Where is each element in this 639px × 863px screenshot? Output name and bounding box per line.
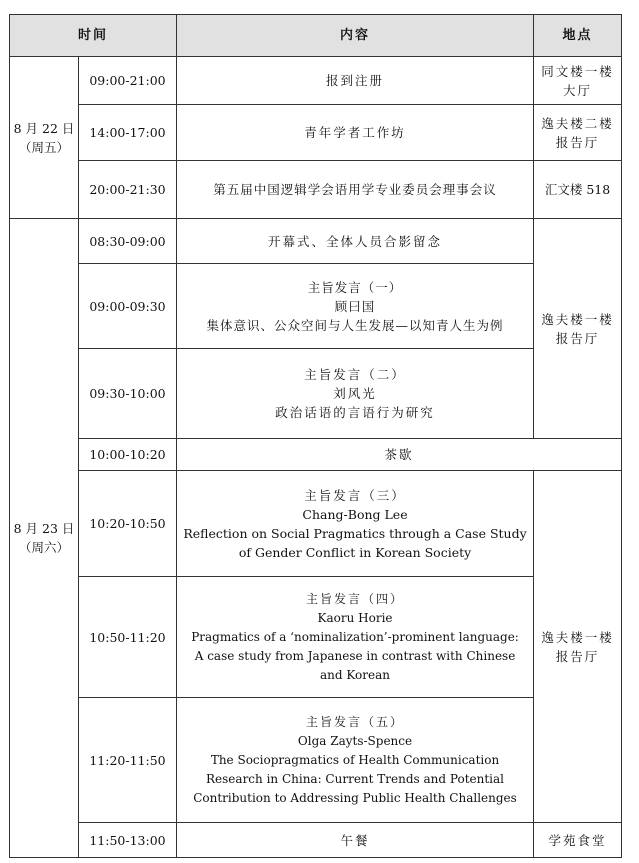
talk-title: A case study from Japanese in contrast with Chinese xyxy=(194,648,516,663)
talk-title: The Sociopragmatics of Health Communication xyxy=(210,752,500,767)
talk-label: 主旨发言（三） xyxy=(304,487,406,503)
place-cell: 汇文楼 518 xyxy=(534,161,622,219)
time-cell: 08:30-09:00 xyxy=(79,219,177,264)
talk-title: Research in China: Current Trends and Potential xyxy=(206,771,505,786)
content-cell: 第五届中国逻辑学会语用学专业委员会理事会议 xyxy=(177,161,534,219)
content-cell xyxy=(177,471,534,577)
talk-label: 主旨发言（五） xyxy=(306,714,405,729)
talk-title: and Korean xyxy=(320,667,390,682)
time-cell: 10:00-10:20 xyxy=(79,439,177,471)
time-cell: 09:30-10:00 xyxy=(79,349,177,439)
place-line: 逸夫楼一楼 xyxy=(541,629,614,645)
day2-date-cell xyxy=(10,219,79,858)
place-cell xyxy=(534,471,622,823)
place-cell xyxy=(534,57,622,105)
header-row xyxy=(10,15,622,57)
talk-title: of Gender Conflict in Korean Society xyxy=(238,544,472,560)
speaker-name: 顾曰国 xyxy=(334,298,376,314)
time-cell: 09:00-09:30 xyxy=(79,264,177,349)
talk-label: 主旨发言（二） xyxy=(304,367,406,382)
talk-title: 集体意识、公众空间与人生发展—以知青人生为例 xyxy=(206,317,504,333)
time-cell: 11:50-13:00 xyxy=(79,823,177,858)
place-line: 报告厅 xyxy=(555,134,600,150)
time-cell: 20:00-21:30 xyxy=(79,161,177,219)
place-line: 报告厅 xyxy=(555,330,600,346)
time-cell: 09:00-21:00 xyxy=(79,57,177,105)
place-cell: 学苑食堂 xyxy=(534,823,622,858)
content-cell: 青年学者工作坊 xyxy=(177,105,534,161)
day2-date: 8 月 23 日 xyxy=(13,521,75,536)
table-row xyxy=(10,57,622,105)
content-cell xyxy=(177,698,534,823)
header-place: 地点 xyxy=(534,15,622,57)
time-cell: 10:50-11:20 xyxy=(79,577,177,698)
table-row xyxy=(10,105,622,161)
time-cell: 11:20-11:50 xyxy=(79,698,177,823)
place-cell xyxy=(534,219,622,439)
schedule-table xyxy=(9,14,622,858)
speaker-name: Chang-Bong Lee xyxy=(302,506,408,522)
talk-title: Reflection on Social Pragmatics through a Case Study xyxy=(183,525,527,541)
content-cell: 报到注册 xyxy=(177,57,534,105)
talk-title: Contribution to Addressing Public Health Challenges xyxy=(193,790,517,805)
table-row xyxy=(10,349,622,439)
table-row xyxy=(10,264,622,349)
talk-label: 主旨发言（四） xyxy=(306,591,405,606)
place-line: 逸夫楼二楼 xyxy=(541,115,614,131)
day1-weekday: （周五） xyxy=(18,139,69,155)
day1-date-cell xyxy=(10,57,79,219)
day1-date: 8 月 22 日 xyxy=(13,120,75,136)
table-row xyxy=(10,577,622,698)
table-row xyxy=(10,823,622,858)
content-cell xyxy=(177,349,534,439)
header-time: 时间 xyxy=(10,15,177,57)
table-row xyxy=(10,219,622,264)
table-row xyxy=(10,161,622,219)
place-line: 大厅 xyxy=(563,82,593,98)
speaker-name: Olga Zayts-Spence xyxy=(297,733,413,748)
speaker-name: Kaoru Horie xyxy=(317,610,393,625)
place-line: 同文楼一楼 xyxy=(541,63,614,79)
table-row xyxy=(10,471,622,577)
speaker-name: 刘风光 xyxy=(333,386,377,401)
content-cell: 午餐 xyxy=(177,823,534,858)
table-row xyxy=(10,698,622,823)
content-cell: 茶歇 xyxy=(177,439,622,471)
day2-weekday: （周六） xyxy=(18,540,69,555)
place-line: 逸夫楼一楼 xyxy=(541,311,614,327)
table-row xyxy=(10,439,622,471)
talk-title: Pragmatics of a ‘nominalization’-prominent language: xyxy=(191,629,519,644)
place-line: 报告厅 xyxy=(555,648,600,664)
content-cell: 开幕式、全体人员合影留念 xyxy=(177,219,534,264)
time-cell: 10:20-10:50 xyxy=(79,471,177,577)
header-content: 内容 xyxy=(177,15,534,57)
place-cell xyxy=(534,105,622,161)
talk-label: 主旨发言（一） xyxy=(307,279,403,295)
time-cell: 14:00-17:00 xyxy=(79,105,177,161)
content-cell xyxy=(177,264,534,349)
content-cell xyxy=(177,577,534,698)
talk-title: 政治话语的言语行为研究 xyxy=(275,405,435,420)
